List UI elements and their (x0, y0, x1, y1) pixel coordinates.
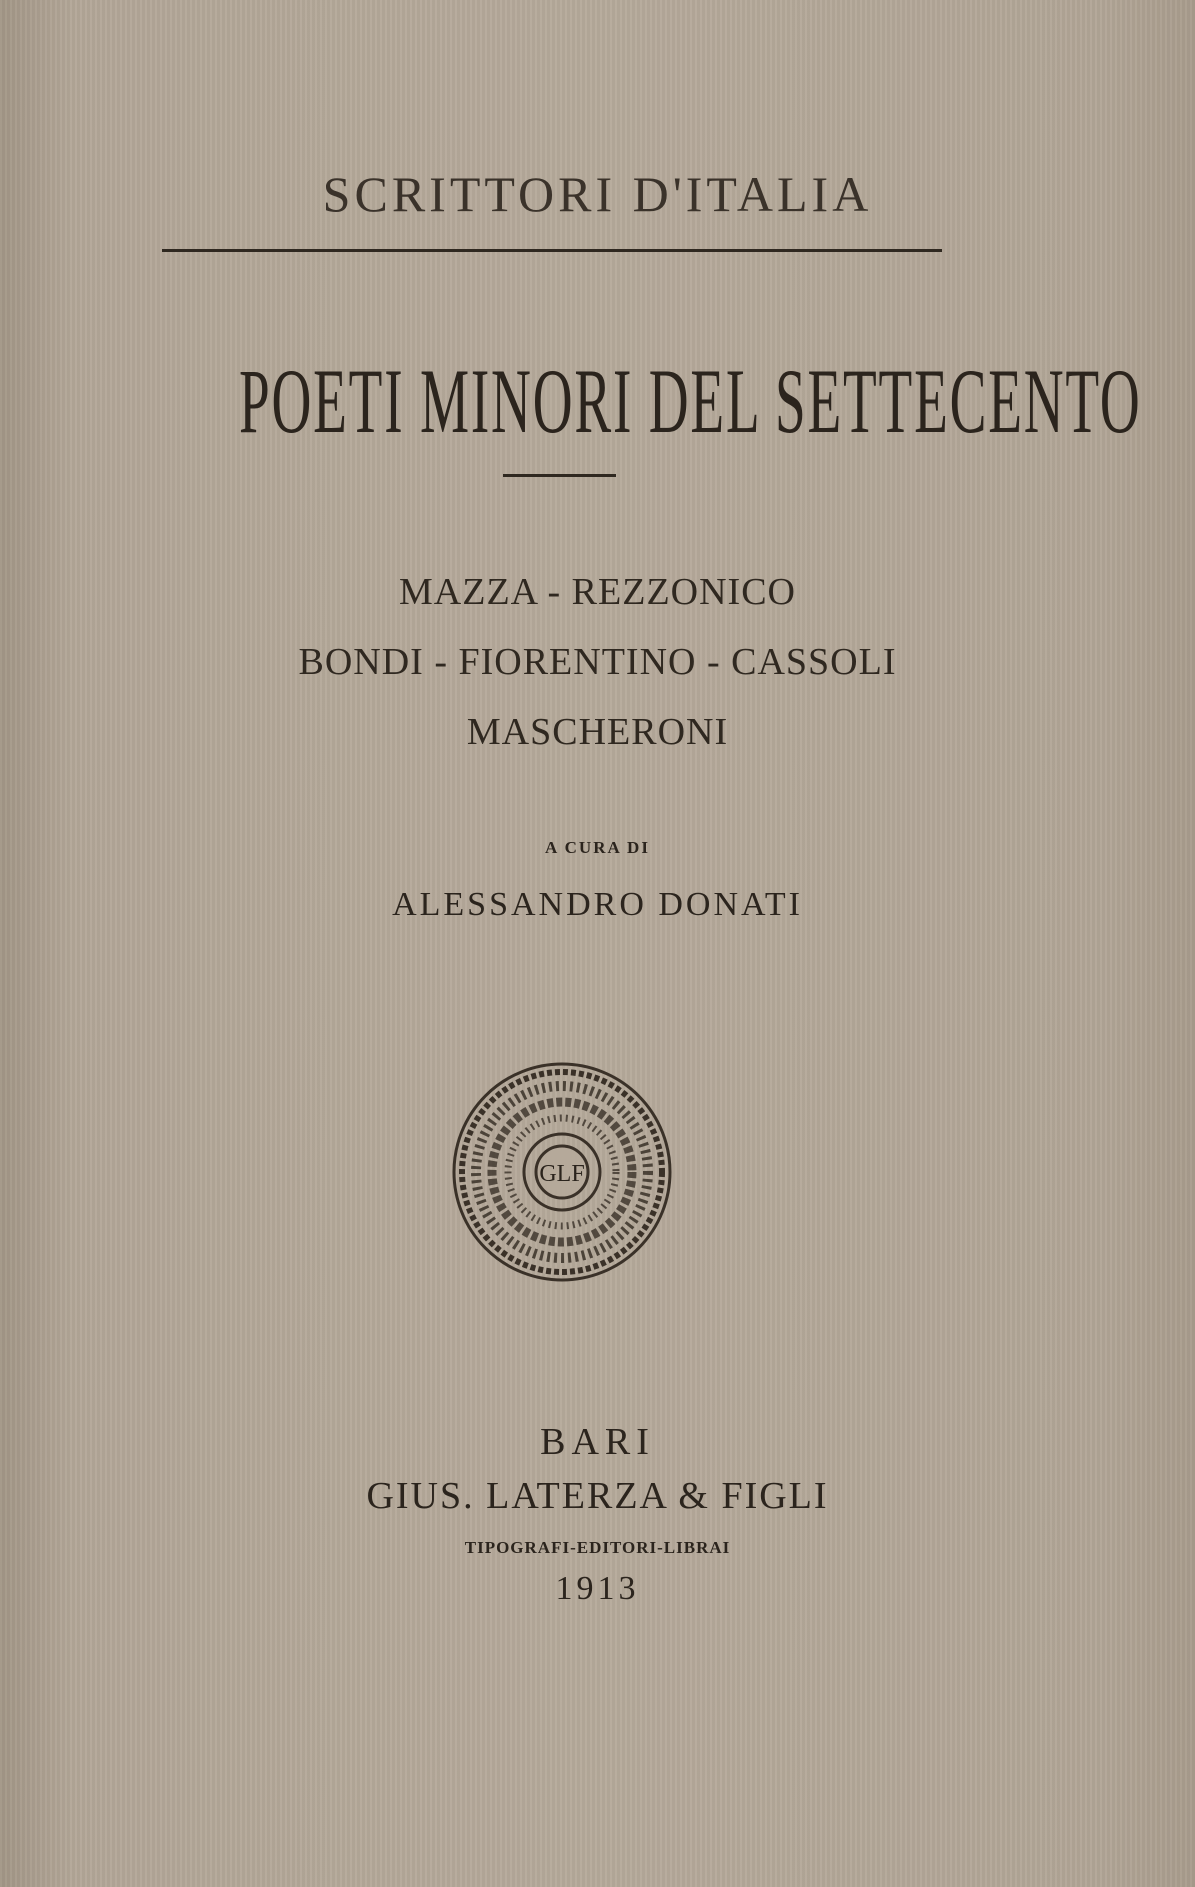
authors-line-1: MAZZA - REZZONICO (399, 571, 796, 613)
series-name: SCRITTORI D'ITALIA (322, 166, 873, 222)
publisher-trade: TIPOGRAFI-EDITORI-LIBRAI (464, 1538, 731, 1557)
editor-name: ALESSANDRO DONATI (392, 886, 803, 923)
top-rule (162, 249, 942, 252)
title-rule (503, 474, 616, 477)
editor-label: A CURA DI (545, 838, 650, 857)
publication-year: 1913 (555, 1570, 640, 1607)
authors-line-3: MASCHERONI (466, 711, 729, 753)
publisher-city: BARI (540, 1421, 655, 1463)
seal-monogram: GLF (539, 1161, 585, 1187)
authors-line-2: BONDI - FIORENTINO - CASSOLI (298, 641, 897, 683)
publisher-seal-icon (450, 1060, 674, 1284)
publisher-name: GIUS. LATERZA & FIGLI (366, 1475, 829, 1517)
book-title: POETI MINORI DEL SETTECENTO (239, 350, 1142, 452)
